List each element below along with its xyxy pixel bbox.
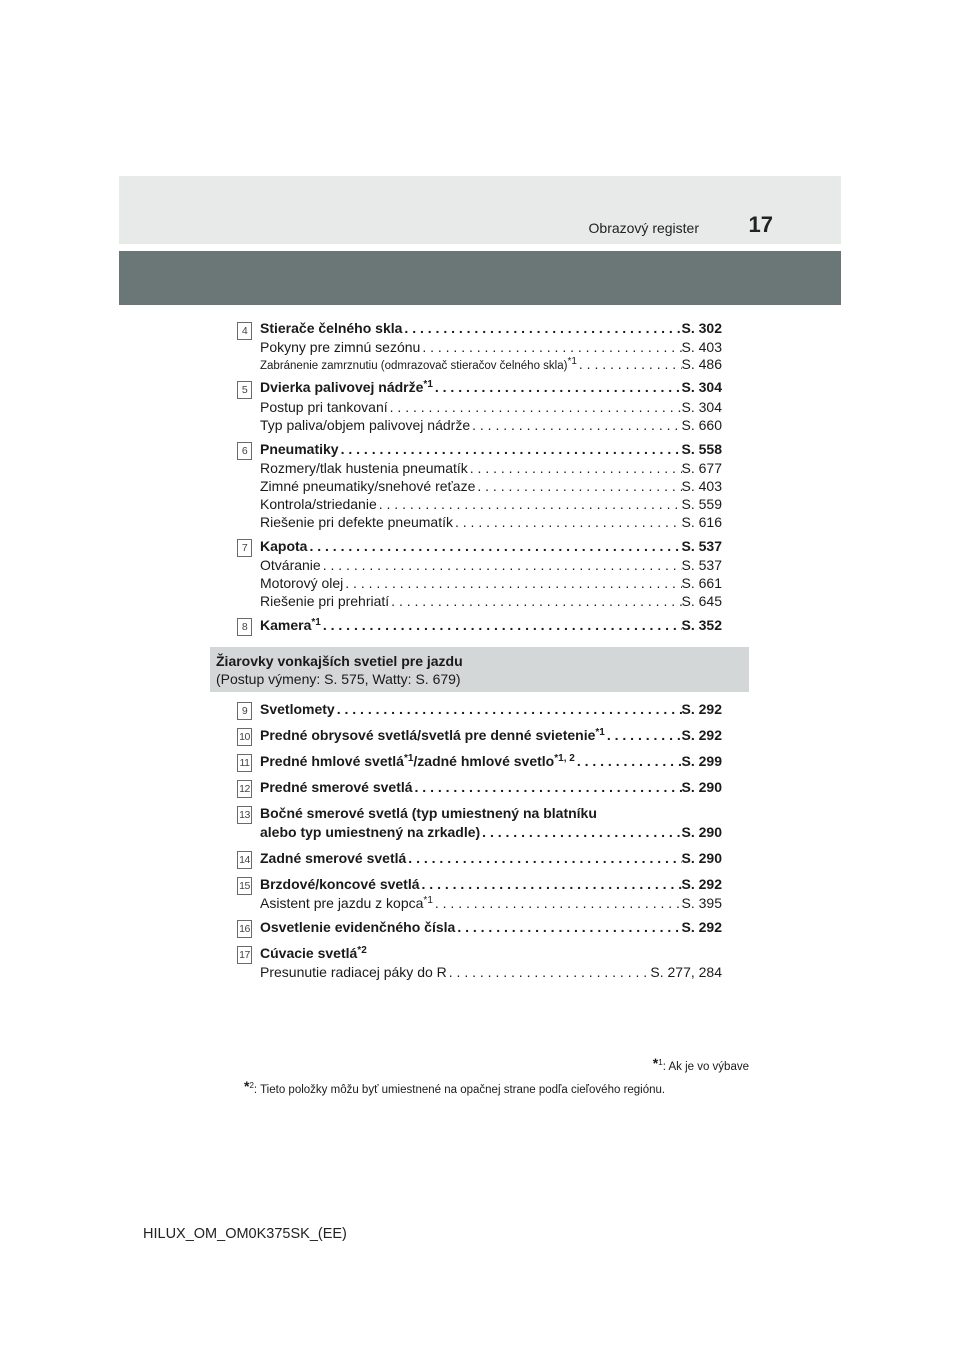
item-marker: 11 [237,754,252,772]
item-marker: 7 [237,539,252,557]
page-number: 17 [748,212,773,237]
item-marker: 14 [237,851,252,869]
item-marker: 10 [237,728,252,746]
item-marker: 6 [237,442,252,460]
header-dark-band [119,251,841,305]
entry-shift-reverse[interactable]: Presunutie radiacej páky do R . . . S. 277, 284 [260,964,722,980]
entry-winter-tires[interactable]: Zimné pneumatiky/snehové reťaze . . . S. 403 [260,478,722,494]
bulbs-title: Žiarovky vonkajších svetiel pre jazdu [216,653,463,669]
entry-side-turn[interactable]: alebo typ umiestnený na zrkadle) . . . S. 290 [260,824,722,840]
section-title: Obrazový register [588,220,699,236]
footnote-1: *$^1$: Ak je vo výbave [652,1055,749,1073]
item-marker: 15 [237,877,252,895]
bulbs-subtitle: (Postup výmeny: S. 575, Watty: S. 679) [216,671,461,687]
entry-fuel-door[interactable]: Dvierka palivovej nádrže$^{*1}$ . . . S. 304 [260,379,722,395]
entry-fuel-type[interactable]: Typ paliva/objem palivovej nádrže . . . S. 660 [260,417,722,433]
entry-overheat[interactable]: Riešenie pri prehriatí . . . S. 645 [260,593,722,609]
entry-rear-turn[interactable]: Zadné smerové svetlá . . . S. 290 [260,850,722,866]
entry-position-lights[interactable]: Predné obrysové svetlá/svetlá pre denné svietenie$^{*1}$ . . . S. 292 [260,727,722,743]
entry-fog-lights[interactable]: Predné hmlové svetlá$^{*1}$/zadné hmlové svetlo$^{*1, 2}$ . . . S. 299 [260,753,722,769]
entry-tires[interactable]: Pneumatiky . . . S. 558 [260,441,722,457]
entry-reverse-lights: Cúvacie svetlá$^{*2}$ [260,945,367,961]
entry-engine-oil[interactable]: Motorový olej . . . S. 661 [260,575,722,591]
entry-camera[interactable]: Kamera$^{*1}$ . . . S. 352 [260,617,722,633]
bulbs-section-header [210,647,749,692]
entry-hood[interactable]: Kapota . . . S. 537 [260,538,722,554]
entry-tire-size[interactable]: Rozmery/tlak hustenia pneumatík . . . S. 677 [260,460,722,476]
item-marker: 13 [237,806,252,824]
item-marker: 12 [237,780,252,798]
entry-winter-tips[interactable]: Pokyny pre zimnú sezónu . . . S. 403 [260,339,722,355]
entry-wipers[interactable]: Stierače čelného skla . . . S. 302 [260,320,722,336]
entry-side-turn-line1: Bočné smerové svetlá (typ umiestnený na blatníku [260,805,597,821]
entry-hood-open[interactable]: Otváranie . . . S. 537 [260,557,722,573]
entry-headlights[interactable]: Svetlomety . . . S. 292 [260,701,722,717]
item-marker: 4 [237,322,252,340]
item-marker: 5 [237,381,252,399]
entry-hill-assist[interactable]: Asistent pre jazdu z kopca$^{*1}$ . . . S. 395 [260,895,722,911]
entry-refueling[interactable]: Postup pri tankovaní . . . S. 304 [260,399,722,415]
footnote-2: *$^2$: Tieto položky môžu byť umiestnené na opačnej strane podľa cieľového regiónu. [244,1078,666,1096]
entry-flat-tire[interactable]: Riešenie pri defekte pneumatík . . . S. 616 [260,514,722,530]
entry-wiper-deicer[interactable]: Zabránenie zamrznutiu (odmrazovač stieračov čelného skla)$^{*1}$ . . . S. 486 [260,356,722,372]
item-marker: 9 [237,702,252,720]
entry-front-turn[interactable]: Predné smerové svetlá . . . S. 290 [260,779,722,795]
item-marker: 16 [237,920,252,938]
entry-brake-lights[interactable]: Brzdové/koncové svetlá . . . S. 292 [260,876,722,892]
item-marker: 8 [237,618,252,636]
entry-plate-light[interactable]: Osvetlenie evidenčného čísla . . . S. 292 [260,919,722,935]
entry-tire-rotation[interactable]: Kontrola/striedanie . . . S. 559 [260,496,722,512]
document-id: HILUX_OM_OM0K375SK_(EE) [143,1226,347,1242]
item-marker: 17 [237,946,252,964]
header-band [119,176,841,244]
